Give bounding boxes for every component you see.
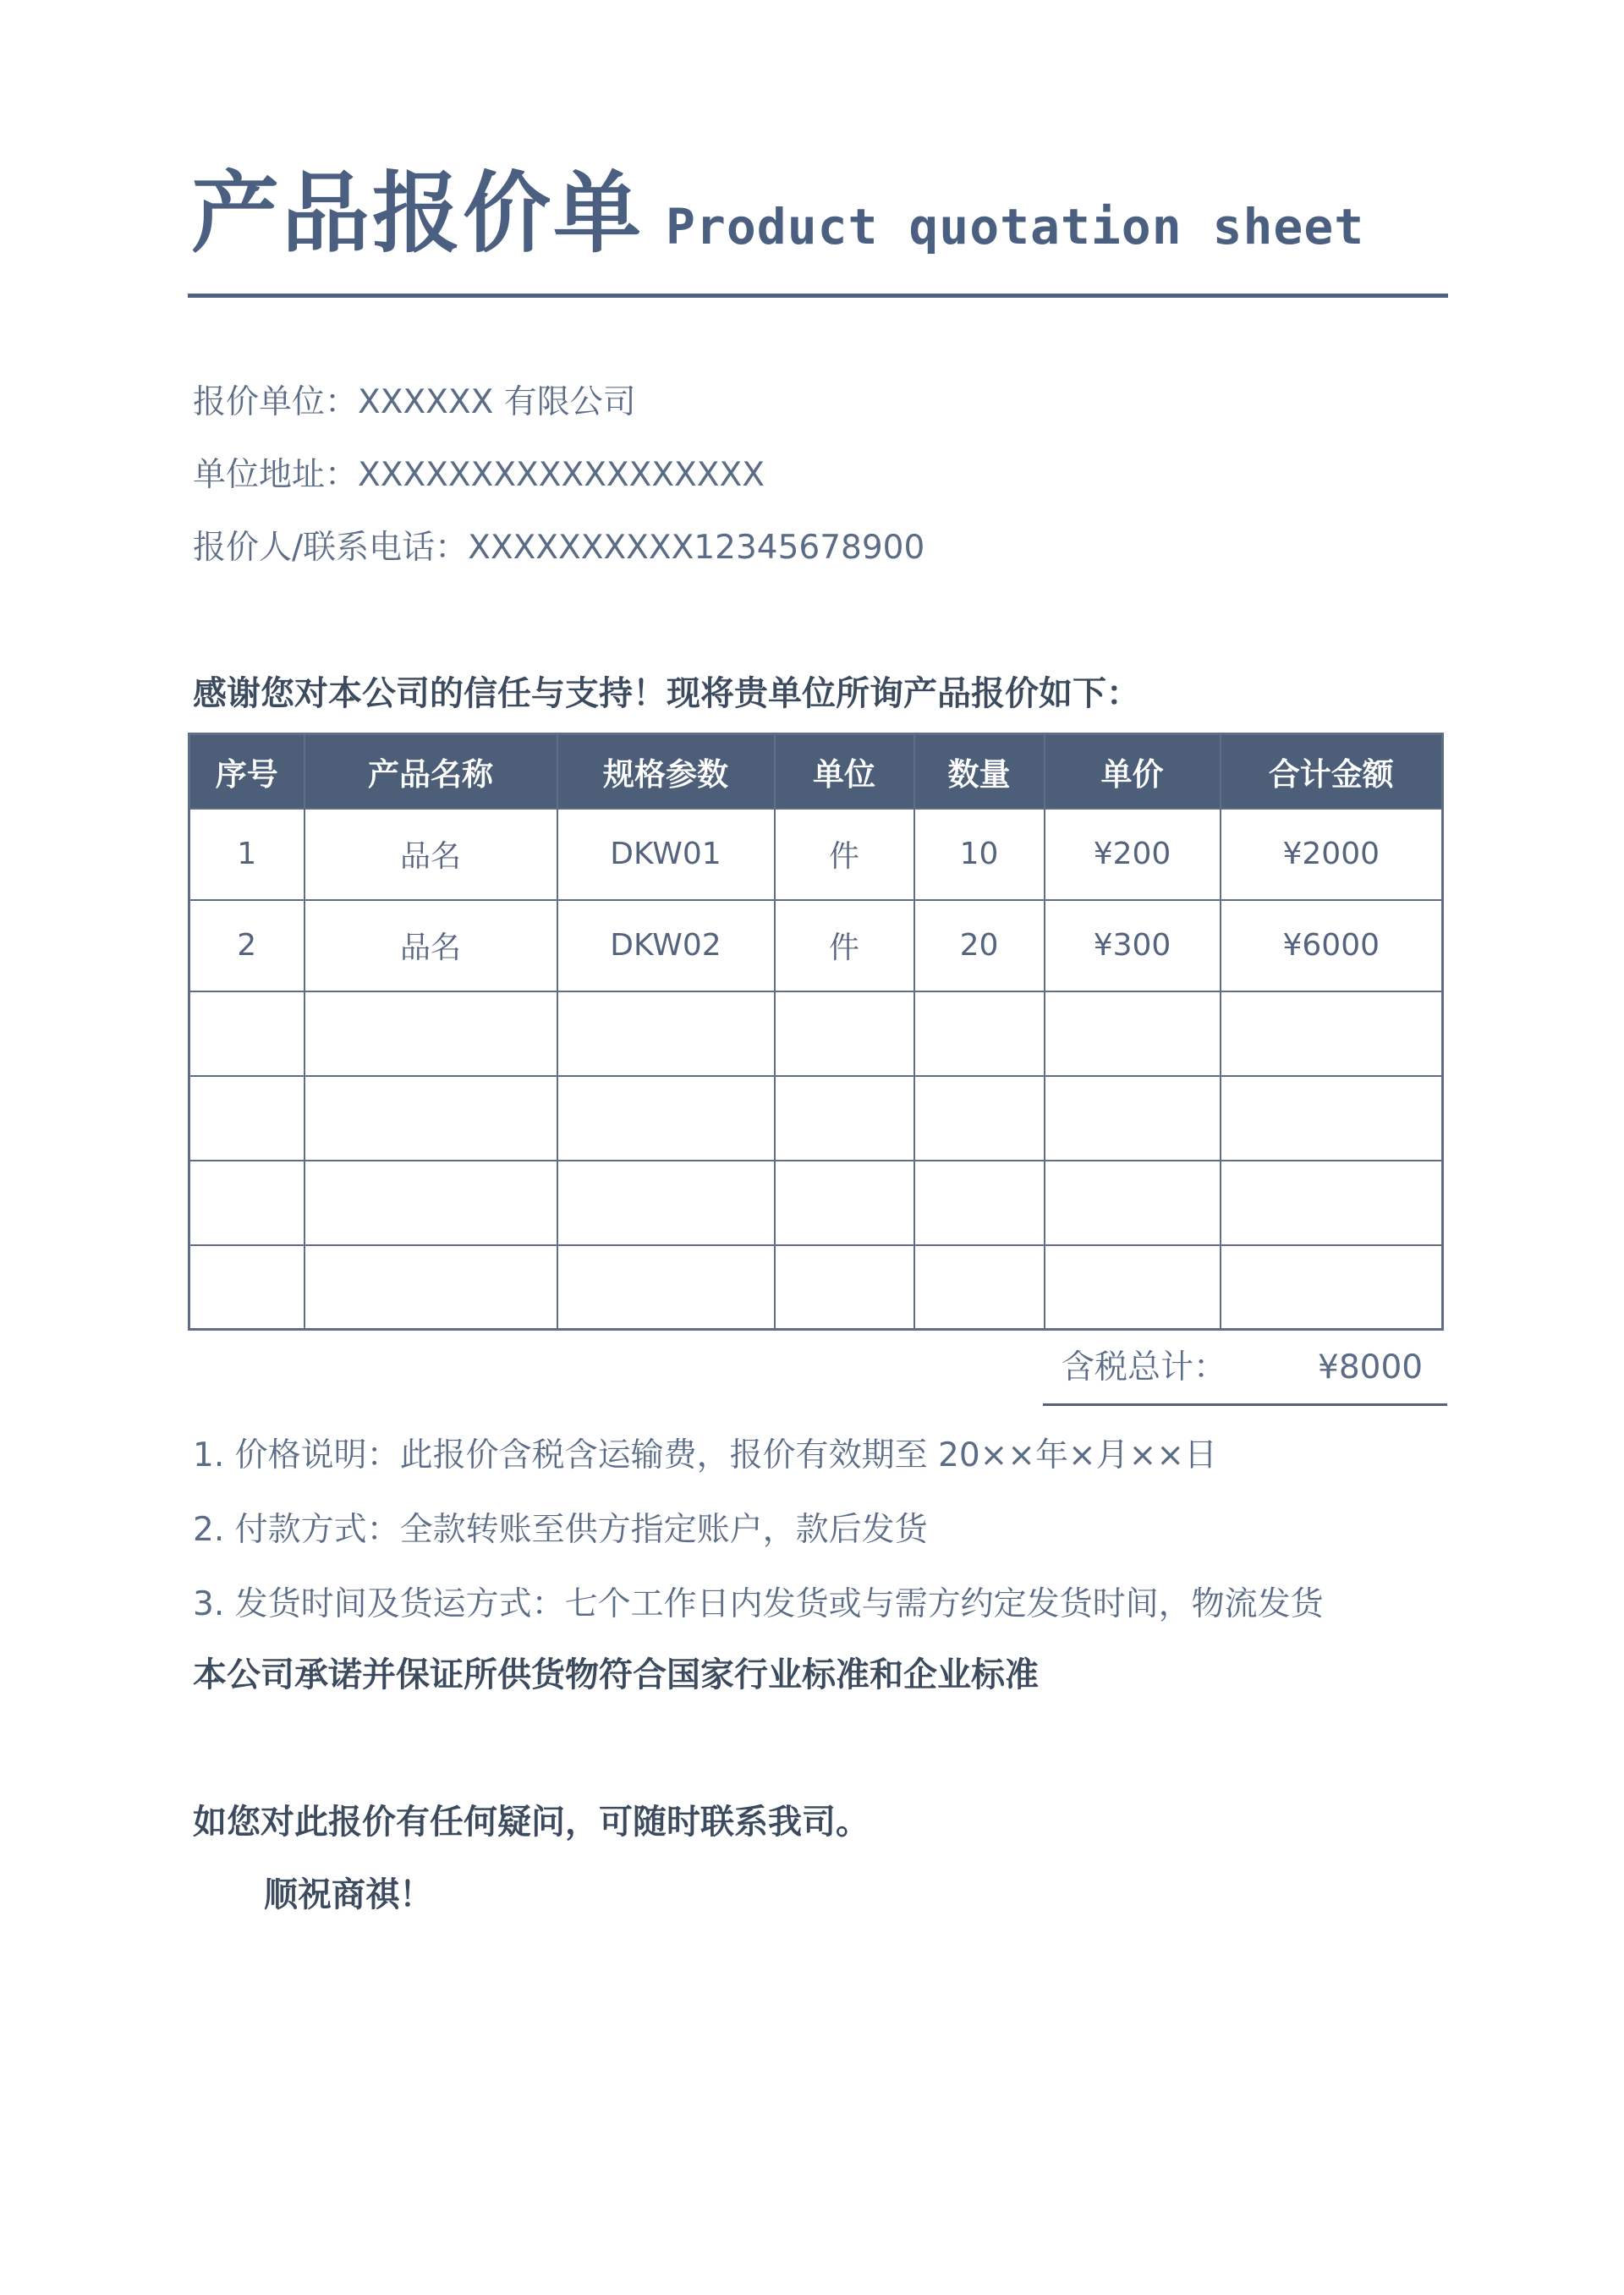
quoter-phone-line <box>193 528 924 568</box>
cell-unit <box>775 991 914 1076</box>
col-header-index: 序号 <box>189 734 304 809</box>
title-divider-rule <box>188 294 1448 298</box>
cell-product-name <box>304 1076 557 1161</box>
col-header-spec: 规格参数 <box>557 734 775 809</box>
cell-quantity <box>914 1076 1045 1161</box>
cell-index <box>189 1161 304 1245</box>
cell-index: 1 <box>189 809 304 900</box>
table-header-row <box>189 734 1443 809</box>
quoting-company-line <box>193 382 924 422</box>
cell-index: 2 <box>189 900 304 991</box>
company-address-value: XXXXXXXXXXXXXXXXXX <box>358 456 765 494</box>
intro-sentence: 感谢您对本公司的信任与支持！现将贵单位所询产品报价如下： <box>193 674 1140 713</box>
cell-quantity: 10 <box>914 809 1045 900</box>
cell-product-name <box>304 991 557 1076</box>
quality-promise-statement: 本公司承诺并保证所供货物符合国家行业标准和企业标准 <box>193 1655 1039 1694</box>
quoter-phone-value: XXXXXXXXXX12345678900 <box>468 529 925 567</box>
page-title-chinese: 产品报价单 <box>191 162 645 265</box>
contact-us-statement: 如您对此报价有任何疑问，可随时联系我司。 <box>193 1803 870 1842</box>
cell-unit <box>775 1161 914 1245</box>
cell-unit <box>775 1076 914 1161</box>
table-row <box>189 809 1443 900</box>
cell-product-name: 品名 <box>304 900 557 991</box>
cell-total-amount: ¥6000 <box>1221 900 1443 991</box>
cell-unit-price: ¥200 <box>1045 809 1221 900</box>
cell-product-name <box>304 1245 557 1330</box>
cell-unit-price <box>1045 1245 1221 1330</box>
table-row-empty <box>189 1245 1443 1330</box>
note-payment-method: 2. 付款方式：全款转账至供方指定账户，款后发货 <box>193 1511 928 1549</box>
col-header-total-amount: 合计金额 <box>1221 734 1443 809</box>
note-price-description: 1. 价格说明：此报价含税含运输费，报价有效期至 20××年×月××日 <box>193 1436 1218 1474</box>
quoting-company-value: XXXXXX 有限公司 <box>358 383 636 421</box>
cell-quantity <box>914 1245 1045 1330</box>
tax-inclusive-total-value: ¥8000 <box>1318 1348 1424 1386</box>
cell-total-amount <box>1221 991 1443 1076</box>
cell-unit: 件 <box>775 900 914 991</box>
quoter-phone-label: 报价人/联系电话： <box>193 529 469 567</box>
cell-unit-price: ¥300 <box>1045 900 1221 991</box>
cell-spec <box>557 1161 775 1245</box>
table-row-empty <box>189 1161 1443 1245</box>
cell-total-amount <box>1221 1245 1443 1330</box>
table-row-empty <box>189 1076 1443 1161</box>
cell-spec <box>557 991 775 1076</box>
cell-spec <box>557 1076 775 1161</box>
cell-spec: DKW02 <box>557 900 775 991</box>
table-row-empty <box>189 991 1443 1076</box>
cell-quantity <box>914 991 1045 1076</box>
note-shipping-terms: 3. 发货时间及货运方式：七个工作日内发货或与需方约定发货时间，物流发货 <box>193 1585 1324 1623</box>
page-title-english: Product quotation sheet <box>666 198 1365 255</box>
company-info-block <box>193 382 924 601</box>
terms-notes-block <box>193 1436 1324 1659</box>
quoting-company-label: 报价单位： <box>193 383 359 421</box>
cell-product-name <box>304 1161 557 1245</box>
cell-total-amount <box>1221 1076 1443 1161</box>
table-row <box>189 900 1443 991</box>
cell-unit: 件 <box>775 809 914 900</box>
page-title <box>191 142 1364 269</box>
col-header-unit-price: 单价 <box>1045 734 1221 809</box>
cell-total-amount: ¥2000 <box>1221 809 1443 900</box>
cell-spec <box>557 1245 775 1330</box>
cell-index <box>189 1076 304 1161</box>
tax-inclusive-total-label: 含税总计： <box>1062 1348 1227 1386</box>
company-address-label: 单位地址： <box>193 456 359 494</box>
cell-total-amount <box>1221 1161 1443 1245</box>
tax-inclusive-total-row <box>1043 1341 1447 1406</box>
company-address-line <box>193 455 924 495</box>
cell-product-name: 品名 <box>304 809 557 900</box>
cell-index <box>189 991 304 1076</box>
cell-unit-price <box>1045 1161 1221 1245</box>
cell-index <box>189 1245 304 1330</box>
cell-quantity <box>914 1161 1045 1245</box>
col-header-quantity: 数量 <box>914 734 1045 809</box>
quotation-table <box>188 733 1444 1331</box>
cell-unit-price <box>1045 991 1221 1076</box>
col-header-unit: 单位 <box>775 734 914 809</box>
closing-salutation: 顺祝商祺！ <box>264 1875 433 1914</box>
col-header-product-name: 产品名称 <box>304 734 557 809</box>
cell-unit-price <box>1045 1076 1221 1161</box>
cell-quantity: 20 <box>914 900 1045 991</box>
cell-unit <box>775 1245 914 1330</box>
cell-spec: DKW01 <box>557 809 775 900</box>
